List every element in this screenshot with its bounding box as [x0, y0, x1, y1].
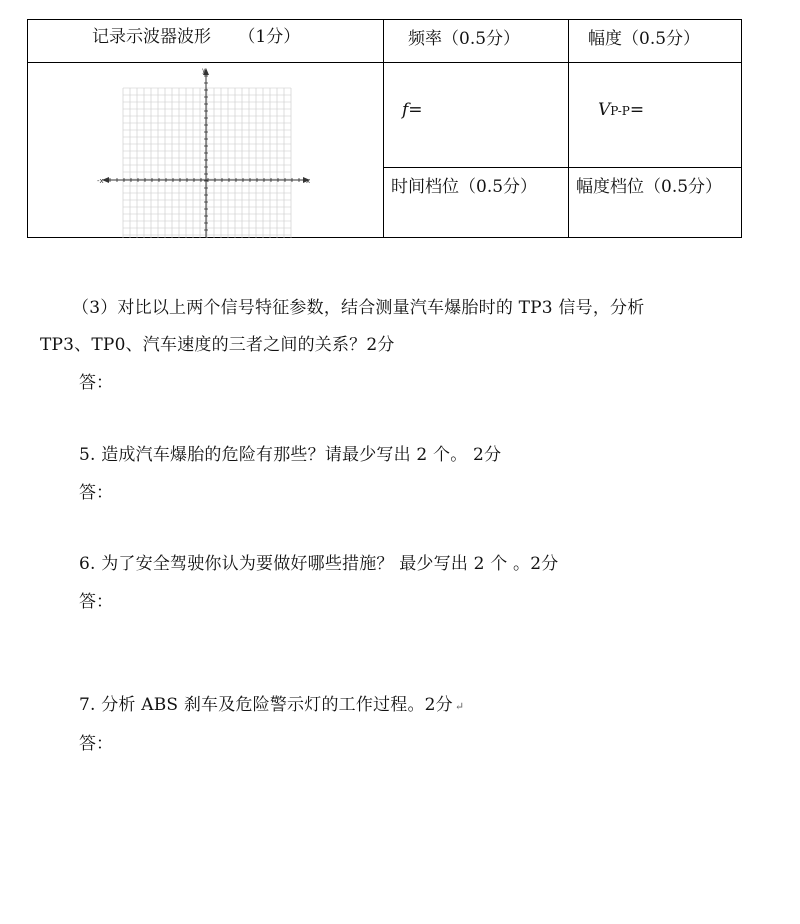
- vpp-subscript: P-P: [610, 104, 630, 118]
- table-col-divider-2: [568, 19, 569, 238]
- neg-x-axis-label: -x: [97, 177, 104, 185]
- time-division-label: 时间档位（0.5分）: [391, 177, 538, 197]
- amplitude-division-label: 幅度档位（0.5分）: [576, 177, 723, 197]
- grid-lines: [123, 88, 291, 238]
- y-axis-label: y: [202, 67, 206, 74]
- header-frequency: 频率（0.5分）: [408, 29, 521, 49]
- table-col-divider-1: [383, 19, 384, 238]
- table-border-right: [741, 19, 742, 238]
- x-axis-label: x: [306, 177, 311, 185]
- question-6-text: 6. 为了安全驾驶你认为要做好哪些措施？ 最少写出 2 个 。2分: [79, 554, 559, 574]
- paragraph-mark-icon: ↵: [454, 700, 465, 713]
- header-amplitude: 幅度（0.5分）: [588, 29, 701, 49]
- table-header-divider: [27, 62, 742, 63]
- question-7-label: 7. 分析 ABS 刹车及危险警示灯的工作过程。2分: [79, 695, 453, 715]
- question-3-answer-label: 答：: [79, 373, 113, 393]
- table-border-top: [27, 19, 742, 20]
- oscilloscope-grid: [98, 66, 318, 238]
- question-3-line-1: （3）对比以上两个信号特征参数，结合测量汽车爆胎时的 TP3 信号，分析: [72, 298, 645, 318]
- header-waveform-label: 记录示波器波形: [92, 27, 211, 47]
- vpp-symbol: V: [598, 100, 611, 120]
- table-border-left: [27, 19, 28, 238]
- vpp-formula: [598, 100, 644, 120]
- question-6-answer-label: 答：: [79, 592, 113, 612]
- vpp-equals: =: [629, 100, 645, 120]
- header-waveform-score: （1分）: [238, 27, 301, 47]
- question-7-answer-label: 答：: [79, 734, 113, 754]
- frequency-formula: f=: [402, 100, 423, 120]
- question-5-text: 5. 造成汽车爆胎的危险有那些？请最少写出 2 个。 2分: [79, 445, 502, 465]
- question-5-answer-label: 答：: [79, 483, 113, 503]
- header-waveform: [92, 22, 300, 47]
- question-3-line-2: TP3、TP0、汽车速度的三者之间的关系？2分: [40, 335, 395, 355]
- table-mid-divider: [383, 167, 742, 168]
- question-7-text: [79, 690, 464, 715]
